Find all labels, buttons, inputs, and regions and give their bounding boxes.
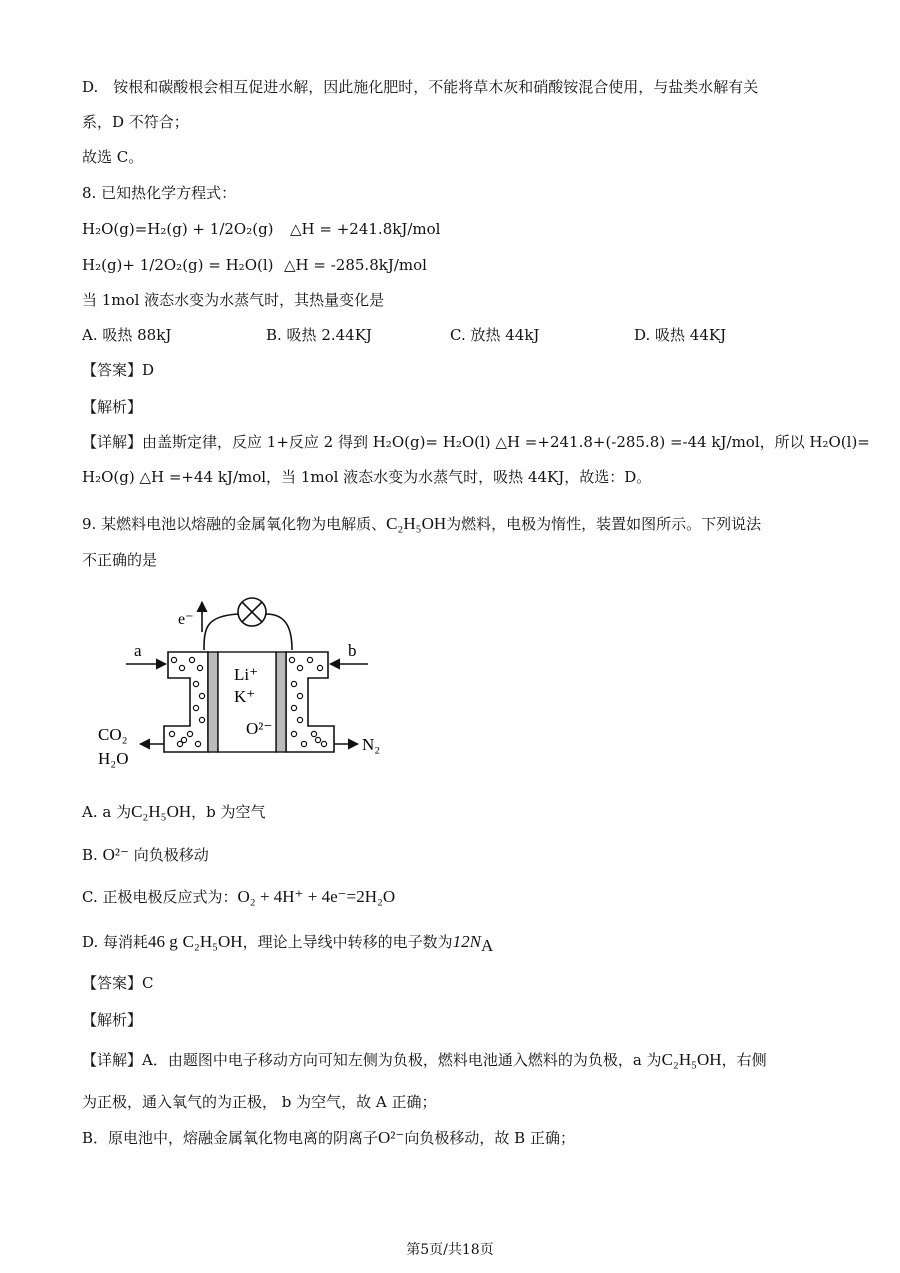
q9-analysis-heading: 【解析】: [82, 1011, 143, 1029]
q9-stem-fuel: C₂H₅OH: [386, 514, 447, 533]
inlet-a-label: a: [134, 641, 142, 660]
q9-option-a-suffix: ，b 为空气: [191, 803, 266, 821]
q9-detail-a-suffix: ，右侧: [721, 1051, 767, 1069]
q9-option-b-suffix: 向负极移动: [133, 846, 209, 864]
q9-option-d-prefix: D. 每消耗: [82, 933, 149, 951]
q9-stem-line1: [82, 514, 761, 534]
q8-option-a: A. 吸热 88kJ: [82, 326, 172, 344]
q9-option-b-prefix: B.: [82, 846, 98, 864]
q9-option-b-ion: O²⁻: [102, 845, 129, 864]
q9-stem-line2: 不正确的是: [82, 551, 158, 569]
cathode-plate: [276, 652, 286, 752]
q9-option-d-number: 12N: [452, 932, 481, 951]
q9-detail-a-fuel: C₂H₅OH: [661, 1050, 722, 1069]
q8-equation-2-dh: △H = -285.8kJ/mol: [284, 256, 427, 274]
electron-label: e⁻: [178, 611, 194, 628]
q9-option-a-prefix: A. a 为: [82, 803, 132, 821]
inlet-b-label: b: [348, 641, 357, 660]
q9-detail-b: [82, 1128, 575, 1148]
q9-detail-a-line2: 为正极，通入氧气的为正极， b 为空气，故 A 正确；: [82, 1093, 437, 1111]
q8-option-b: B. 吸热 2.44KJ: [266, 326, 372, 344]
q9-option-d-mass: 46 g: [148, 932, 178, 951]
q9-option-d-mid: ，理论上导线中转移的电子数为: [242, 933, 453, 951]
q9-option-d-fuel: C₂H₅OH: [182, 932, 243, 951]
q8-equation-1: H₂O(g)=H₂(g) + 1/2O₂(g): [82, 220, 274, 238]
fuel-cell-diagram: [96, 588, 396, 768]
q8-question: 当 1mol 液态水变为水蒸气时，其热量变化是: [82, 291, 385, 309]
q9-detail-b-prefix: B．原电池中，熔融金属氧化物电离的阴离子: [82, 1129, 379, 1147]
page-footer: 第5页/共18页: [406, 1242, 494, 1258]
outlet-h2o: H₂O: [98, 749, 129, 768]
q9-option-c-equation: O₂ + 4H⁺ + 4e⁻=2H₂O: [237, 887, 396, 906]
q9-option-d-subscript: A: [480, 936, 494, 955]
q9-option-d: [82, 932, 493, 956]
q9-option-a: [82, 802, 266, 822]
q9-answer: 【答案】C: [82, 974, 154, 992]
q9-option-c: [82, 887, 395, 907]
q9-detail-b-ion: O²⁻: [378, 1128, 405, 1147]
anode-chamber: [164, 652, 208, 752]
q8-equation-2: H₂(g)+ 1/2O₂(g) = H₂O(l): [82, 256, 274, 274]
q8-option-c: C. 放热 44kJ: [450, 326, 540, 344]
q9-detail-a-prefix: 【详解】A．由题图中电子移动方向可知左侧为负极，燃料电池通入燃料的为负极，a 为: [82, 1051, 662, 1069]
lamp-icon: [238, 598, 266, 626]
q9-option-a-fuel: C₂H₅OH: [131, 802, 192, 821]
q9-option-b: [82, 845, 209, 865]
wire-right: [266, 614, 292, 650]
q8-analysis-heading: 【解析】: [82, 398, 143, 416]
q7-conclusion: 故选 C。: [82, 148, 144, 166]
q8-detail-line2: H₂O(g) △H =+44 kJ/mol，当 1mol 液态水变为水蒸气时，吸热 44KJ，故选：D。: [82, 468, 652, 486]
q9-stem-prefix: 9. 某燃料电池以熔融的金属氧化物为电解质、: [82, 515, 387, 533]
q7-option-d-line1: D. 铵根和碳酸根会相互促进水解，因此施化肥时，不能将草木灰和硝酸铵混合使用，与盐类水解有关: [82, 78, 759, 96]
outlet-co2: CO₂: [98, 725, 128, 744]
wire-left: [204, 614, 238, 650]
outlet-n2: N₂: [362, 735, 381, 754]
q9-detail-a-line1: [82, 1050, 767, 1070]
q9-option-c-prefix: C. 正极电极反应式为：: [82, 888, 238, 906]
q8-detail-line1: 【详解】由盖斯定律，反应 1+反应 2 得到 H₂O(g)= H₂O(l) △H =+241.8+(-285.8) =-44 kJ/mol，所以 H₂O(l)=: [82, 433, 870, 451]
q9-stem-suffix: 为燃料，电极为惰性，装置如图所示。下列说法: [446, 515, 762, 533]
anode-plate: [208, 652, 218, 752]
q8-equation-1-dh: △H = +241.8kJ/mol: [290, 220, 441, 238]
q7-option-d-line2: 系，D 不符合；: [82, 113, 189, 131]
ion-o2: O²⁻: [246, 719, 273, 738]
q8-option-d: D. 吸热 44KJ: [634, 326, 727, 344]
ion-k: K⁺: [234, 687, 256, 706]
q8-stem: 8. 已知热化学方程式：: [82, 184, 237, 202]
ion-li: Li⁺: [234, 665, 259, 684]
q8-answer: 【答案】D: [82, 361, 155, 379]
q9-detail-b-suffix: 向负极移动，故 B 正确；: [404, 1129, 575, 1147]
